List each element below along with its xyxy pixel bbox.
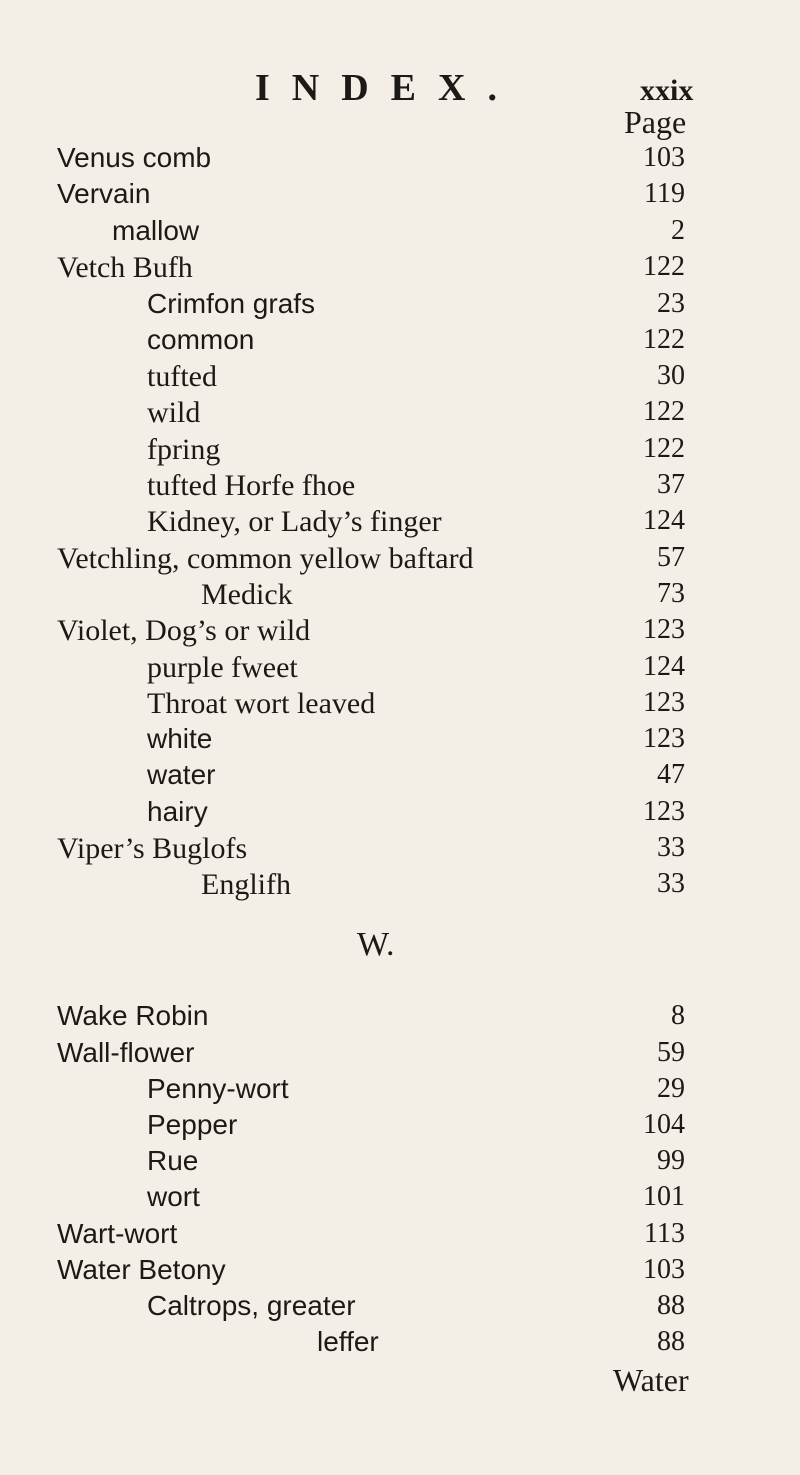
index-entry [0, 614, 800, 650]
index-entry [0, 396, 800, 432]
entry-term: Pepper [147, 1109, 238, 1140]
entry-term: leffer [317, 1326, 379, 1357]
entry-term: Vervain [57, 178, 151, 209]
entry-page: 124 [643, 505, 685, 536]
index-entry [0, 469, 800, 505]
entry-page: 123 [643, 796, 685, 827]
entry-term: Rue [147, 1145, 199, 1176]
entry-term: Penny-wort [147, 1073, 289, 1104]
entry-term: fpring [147, 433, 221, 466]
entry-page: 23 [657, 288, 685, 319]
index-entry [0, 1326, 800, 1362]
index-entry [0, 759, 800, 795]
entry-page: 103 [643, 1254, 685, 1285]
index-entry [0, 868, 800, 904]
entry-page: 113 [644, 1218, 685, 1249]
index-entry [0, 1290, 800, 1326]
index-entry [0, 1254, 800, 1290]
index-entry [0, 1073, 800, 1109]
entry-term: tufted Horfe fhoe [147, 469, 356, 502]
entry-term: Crimfon grafs [147, 288, 316, 319]
index-entry [0, 1000, 800, 1036]
index-entry [0, 433, 800, 469]
entry-term: Water Betony [57, 1254, 226, 1285]
entry-page: 59 [657, 1037, 685, 1068]
index-entry [0, 215, 800, 251]
entry-term: water [147, 759, 216, 790]
entry-page: 123 [643, 687, 685, 718]
entry-page: 33 [657, 832, 685, 863]
entry-page: 103 [643, 142, 685, 173]
index-entry [0, 505, 800, 541]
index-entry [0, 1218, 800, 1254]
entry-page: 47 [657, 759, 685, 790]
entry-term: Wake Robin [57, 1000, 209, 1031]
entry-term: Venus comb [57, 142, 212, 173]
index-entry [0, 1109, 800, 1145]
entry-page: 119 [644, 178, 685, 209]
section-letter: W. [357, 926, 395, 963]
entry-term: Wall-flower [57, 1037, 195, 1068]
entry-term: purple fweet [147, 651, 298, 684]
entry-page: 37 [657, 469, 685, 500]
index-entry [0, 687, 800, 723]
entry-term: wort [147, 1181, 200, 1212]
index-entry [0, 288, 800, 324]
index-entry [0, 796, 800, 832]
entry-page: 57 [657, 542, 685, 573]
entry-term: wild [147, 396, 201, 429]
index-entry [0, 723, 800, 759]
entry-term: Vetch Bufh [57, 251, 193, 284]
index-entry [0, 832, 800, 868]
entry-term: Wart-wort [57, 1218, 178, 1249]
entry-term: Vetchling, common yellow baftard [57, 542, 474, 575]
entry-term: Violet, Dog’s or wild [57, 614, 311, 647]
entry-page: 99 [657, 1145, 685, 1176]
entry-page: 30 [657, 360, 685, 391]
entry-page: 73 [657, 578, 685, 609]
index-entry [0, 360, 800, 396]
index-entry [0, 324, 800, 360]
entry-page: 122 [643, 396, 685, 427]
entry-page: 33 [657, 868, 685, 899]
entry-term: Caltrops, greater [147, 1290, 356, 1321]
index-entry [0, 1037, 800, 1073]
running-header-title: INDEX. [255, 67, 519, 109]
index-entry [0, 142, 800, 178]
index-entry [0, 578, 800, 614]
entry-page: 104 [643, 1109, 685, 1140]
entry-page: 101 [643, 1181, 685, 1212]
catchword: Water [613, 1362, 689, 1398]
entry-page: 123 [643, 723, 685, 754]
page-number: xxix [640, 74, 694, 107]
entry-page: 122 [643, 251, 685, 282]
page-column-heading: Page [624, 104, 687, 140]
index-entry [0, 1145, 800, 1181]
index-entry [0, 1181, 800, 1217]
index-entry [0, 178, 800, 214]
entry-term: Englifh [201, 868, 291, 901]
entry-term: Kidney, or Lady’s finger [147, 505, 442, 538]
entry-term: Medick [201, 578, 293, 611]
entry-term: white [147, 723, 213, 754]
entry-term: Throat wort leaved [147, 687, 376, 720]
entry-page: 122 [643, 433, 685, 464]
entry-page: 8 [671, 1000, 685, 1031]
entry-page: 124 [643, 651, 685, 682]
entry-page: 88 [657, 1290, 685, 1321]
entry-term: Viper’s Buglofs [57, 832, 248, 865]
entry-page: 122 [643, 324, 685, 355]
entry-page: 88 [657, 1326, 685, 1357]
entry-term: tufted [147, 360, 217, 393]
entry-page: 123 [643, 614, 685, 645]
entry-page: 2 [671, 215, 685, 246]
entry-term: common [147, 324, 255, 355]
entry-term: hairy [147, 796, 208, 827]
index-entry [0, 542, 800, 578]
entry-page: 29 [657, 1073, 685, 1104]
index-entry [0, 251, 800, 287]
index-entry [0, 651, 800, 687]
entry-term: mallow [112, 215, 200, 246]
